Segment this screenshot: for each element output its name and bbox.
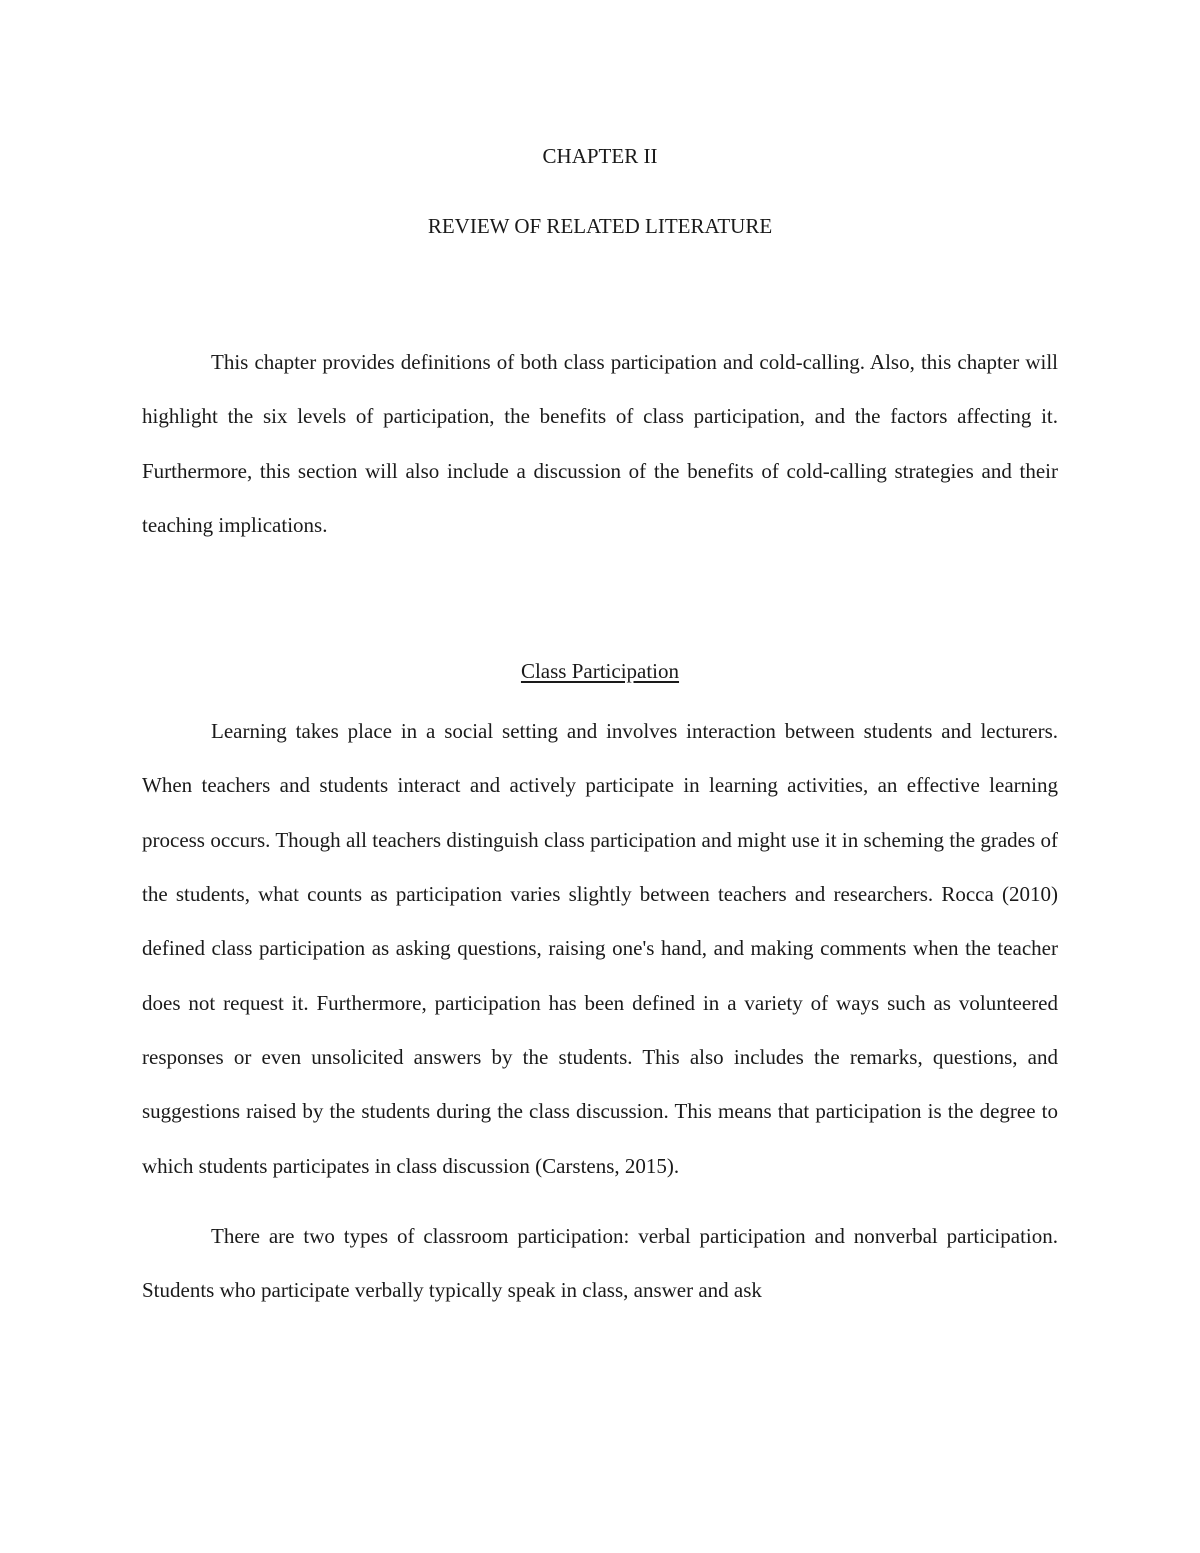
body-paragraph-2: There are two types of classroom participation: verbal participation and nonverbal participation. Students who participate verbally typically speak in class, answer and ask — [142, 1223, 1058, 1303]
body-paragraph-1: Learning takes place in a social setting and involves interaction between students and lecturers. When teachers and students interact and actively participate in learning activities, an effective learning process occurs. Though all teachers distinguish class participation and might use it in scheming the grades of the students, what counts as participation varies slightly between teachers and researchers. Rocca (2010) defined class participation as asking questions, raising one's hand, and making comments when the teacher does not request it. Furthermore, participation has been defined in a variety of ways such as volunteered responses or even unsolicited answers by the students. This also includes the remarks, questions, and suggestions raised by the students during the class discussion. This means that participation is the degree to which students participates in class discussion (Carstens, 2015). — [142, 719, 1058, 1178]
page-content — [142, 137, 1058, 1317]
section-heading-text: Class Participation — [520, 659, 680, 684]
chapter-number: CHAPTER II — [542, 144, 658, 168]
chapter-title: REVIEW OF RELATED LITERATURE — [427, 214, 773, 238]
section-heading — [142, 652, 1058, 690]
intro-paragraph: This chapter provides definitions of both class participation and cold-calling. Also, this chapter will highlight the six levels of participation, the benefits of class participation, and the factors affecting it. Furthermore, this section will also include a discussion of the benefits of cold-calling strategies and their teaching implications. — [142, 350, 1058, 537]
